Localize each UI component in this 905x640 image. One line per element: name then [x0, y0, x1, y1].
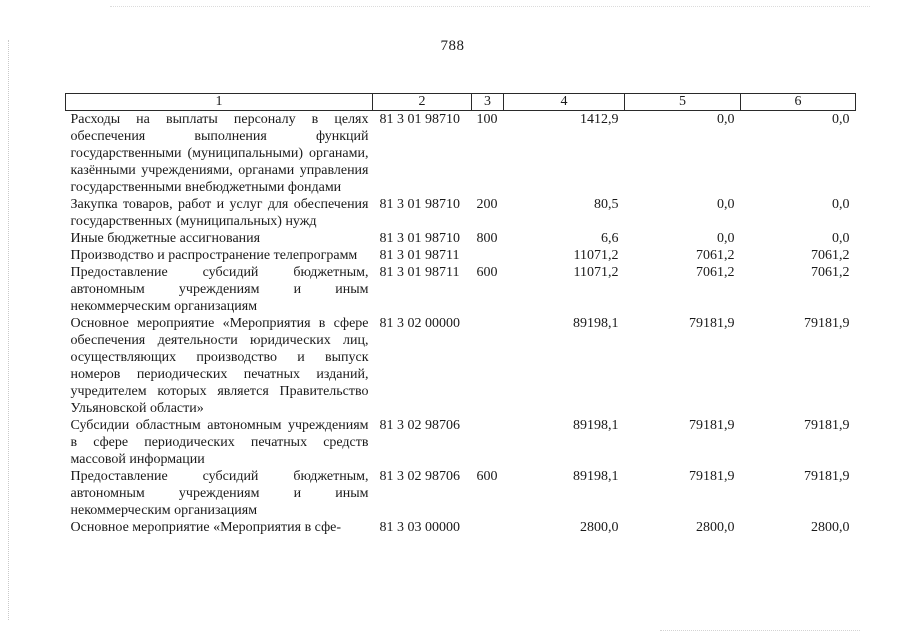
table-row [66, 196, 856, 230]
budget-table [65, 93, 856, 536]
scan-edge-bottom [660, 630, 860, 631]
row-value-col4: 1412,9 [580, 112, 619, 127]
table-body [66, 111, 856, 537]
table-row [66, 417, 856, 468]
table-row [66, 247, 856, 264]
row-value-col6: 0,0 [832, 197, 850, 212]
row-value-col6: 2800,0 [811, 520, 850, 535]
scan-edge-left [8, 40, 9, 620]
table-row [66, 111, 856, 197]
header-col-6: 6 [741, 94, 856, 111]
row-value-col4: 11071,2 [573, 265, 619, 280]
row-target-code: 81 3 03 00000 [379, 520, 460, 535]
row-value-col6: 79181,9 [804, 418, 850, 433]
row-name: Иные бюджетные ассигнования [70, 231, 261, 246]
row-expense-type: 100 [476, 112, 498, 127]
row-target-code: 81 3 01 98711 [379, 265, 460, 280]
row-value-col4: 6,6 [601, 231, 619, 246]
row-name: Основное мероприятие «Мероприятия в сфере обеспечения деятельности юридических лиц, осуществляющих производство и выпуск номеров периодических печатных изданий, учредителем которых является Правительство Ульяновской области» [70, 316, 369, 416]
row-target-code: 81 3 02 00000 [379, 316, 460, 331]
row-expense-type [472, 519, 504, 536]
row-value-col4: 89198,1 [573, 469, 619, 484]
row-name: Закупка товаров, работ и услуг для обеспечения государственных (муниципальных) нужд [70, 197, 369, 229]
row-target-code: 81 3 01 98711 [379, 248, 460, 263]
row-name: Основное мероприятие «Мероприятия в сфе- [70, 520, 342, 535]
row-value-col6: 0,0 [832, 231, 850, 246]
row-expense-type [472, 417, 504, 468]
row-expense-type [472, 247, 504, 264]
row-value-col6: 79181,9 [804, 316, 850, 331]
row-value-col5: 0,0 [717, 197, 735, 212]
row-target-code: 81 3 01 98710 [379, 112, 460, 127]
row-value-col6: 7061,2 [811, 265, 850, 280]
row-value-col6: 0,0 [832, 112, 850, 127]
row-expense-type: 800 [476, 231, 498, 246]
row-value-col6: 7061,2 [811, 248, 850, 263]
row-value-col5: 79181,9 [689, 469, 735, 484]
row-value-col5: 7061,2 [696, 248, 735, 263]
header-col-1: 1 [66, 94, 373, 111]
row-target-code: 81 3 01 98710 [379, 197, 460, 212]
header-col-4: 4 [504, 94, 625, 111]
table-row [66, 519, 856, 536]
table-header [66, 94, 856, 111]
row-name: Предоставление субсидий бюджетным, автономным учреждениям и иным некоммерческим организациям [70, 469, 369, 518]
header-col-5: 5 [625, 94, 741, 111]
row-name: Расходы на выплаты персоналу в целях обеспечения выполнения функций государственными (муниципальными) органами, казёнными учреждениями, органами управления государственными внебюджетными фондами [70, 112, 369, 195]
row-value-col6: 79181,9 [804, 469, 850, 484]
scan-edge-top [110, 6, 870, 7]
row-value-col4: 2800,0 [580, 520, 619, 535]
header-col-3: 3 [472, 94, 504, 111]
row-name: Предоставление субсидий бюджетным, автономным учреждениям и иным некоммерческим организациям [70, 265, 369, 314]
row-value-col5: 7061,2 [696, 265, 735, 280]
row-value-col5: 79181,9 [689, 418, 735, 433]
table-row [66, 264, 856, 315]
table-row [66, 230, 856, 247]
page-number: 788 [440, 38, 465, 54]
row-value-col4: 89198,1 [573, 418, 619, 433]
row-value-col4: 89198,1 [573, 316, 619, 331]
row-expense-type: 600 [476, 469, 498, 484]
row-target-code: 81 3 02 98706 [379, 418, 460, 433]
row-target-code: 81 3 02 98706 [379, 469, 460, 484]
row-value-col5: 2800,0 [696, 520, 735, 535]
header-col-2: 2 [373, 94, 472, 111]
row-value-col5: 79181,9 [689, 316, 735, 331]
header-row [66, 94, 856, 111]
row-value-col5: 0,0 [717, 231, 735, 246]
row-expense-type: 600 [476, 265, 498, 280]
row-target-code: 81 3 01 98710 [379, 231, 460, 246]
row-value-col4: 11071,2 [573, 248, 619, 263]
table-row [66, 468, 856, 519]
row-value-col4: 80,5 [594, 197, 619, 212]
table-row [66, 315, 856, 417]
row-value-col5: 0,0 [717, 112, 735, 127]
row-name: Субсидии областным автономным учреждениям в сфере периодических печатных средств массовой информации [70, 418, 369, 467]
row-name: Производство и распространение телепрограмм [70, 248, 358, 263]
row-expense-type [472, 315, 504, 417]
row-expense-type: 200 [476, 197, 498, 212]
